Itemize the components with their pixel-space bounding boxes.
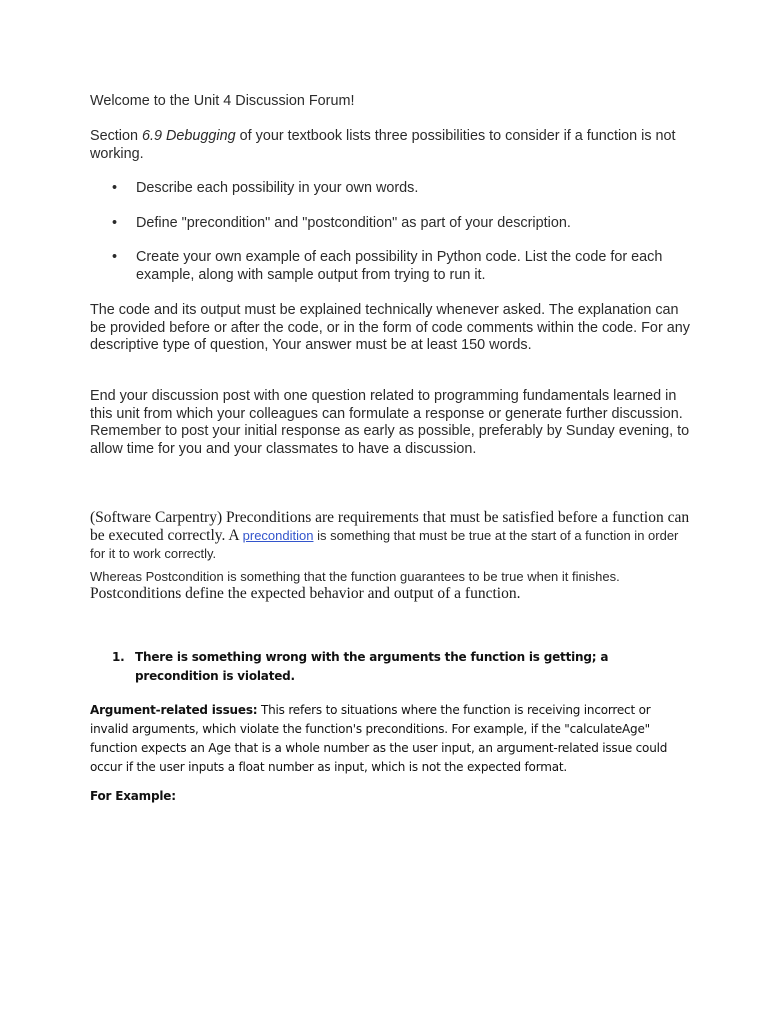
postcondition-sans-text: Whereas Postcondition is something that the function guarantees to be true when it finishes. — [90, 569, 620, 584]
bullet-item — [112, 180, 692, 215]
precondition-link[interactable]: precondition — [242, 528, 314, 543]
section-prefix: Section — [90, 128, 142, 144]
precondition-serif-text: (Software Carpentry) Preconditions are requirements that must be satisfied before a function can be executed correctly. A — [90, 509, 690, 544]
item-number: 1. — [112, 650, 125, 664]
example-label — [90, 787, 690, 806]
bullet-item — [112, 215, 692, 249]
bullet-item — [112, 249, 692, 284]
example-label-text: For Example: — [90, 789, 176, 803]
item-heading: There is something wrong with the arguments the function is getting; a precondition is violated. — [135, 650, 609, 683]
bullet-text: Define "precondition" and "postcondition" as part of your description. — [136, 215, 571, 231]
numbered-item — [112, 648, 652, 686]
argument-issues-label: Argument-related issues: — [90, 703, 258, 717]
postcondition-serif-text: Postconditions define the expected behavior and output of a function. — [90, 585, 521, 602]
precondition-rest-text: is something that must be true at the start of a function in order for it to work correctly. — [90, 528, 679, 561]
bullet-icon: • — [112, 249, 118, 265]
bullet-text: Describe each possibility in your own words. — [136, 180, 419, 196]
section-suffix: of your textbook lists three possibilities to consider if a function is not working. — [90, 128, 676, 162]
section-paragraph — [90, 128, 690, 163]
precondition-definition — [90, 509, 690, 563]
argument-issues-text: This refers to situations where the function is receiving incorrect or invalid arguments, which violate the function's preconditions. For example, if the "calculateAge" function expects an Age that is a whole number as the user input, an argument-related issue could occur if the user inputs a float number as input, which is not the expected format. — [90, 703, 668, 774]
bullet-icon: • — [112, 215, 118, 231]
argument-issues-paragraph — [90, 701, 670, 777]
task-bullet-list — [112, 180, 692, 284]
section-reference: 6.9 Debugging — [142, 128, 236, 144]
bullet-icon: • — [112, 180, 118, 196]
explanation-paragraph: The code and its output must be explained technically whenever asked. The explanation can be provided before or after the code, or in the form of code comments within the code. For any descriptive type of question, Your answer must be at least 150 words. — [90, 302, 690, 353]
closing-paragraph: End your discussion post with one question related to programming fundamentals learned in this unit from which your colleagues can formulate a response or generate further discussion. Remember to post your initial response as early as possible, preferably by Sunday evening, to allow time for you and your classmates to have a discussion. — [90, 388, 690, 457]
bullet-text: Create your own example of each possibility in Python code. List the code for each example, along with sample output from trying to run it. — [136, 249, 663, 283]
postcondition-definition — [90, 569, 690, 603]
welcome-line: Welcome to the Unit 4 Discussion Forum! — [90, 93, 355, 109]
